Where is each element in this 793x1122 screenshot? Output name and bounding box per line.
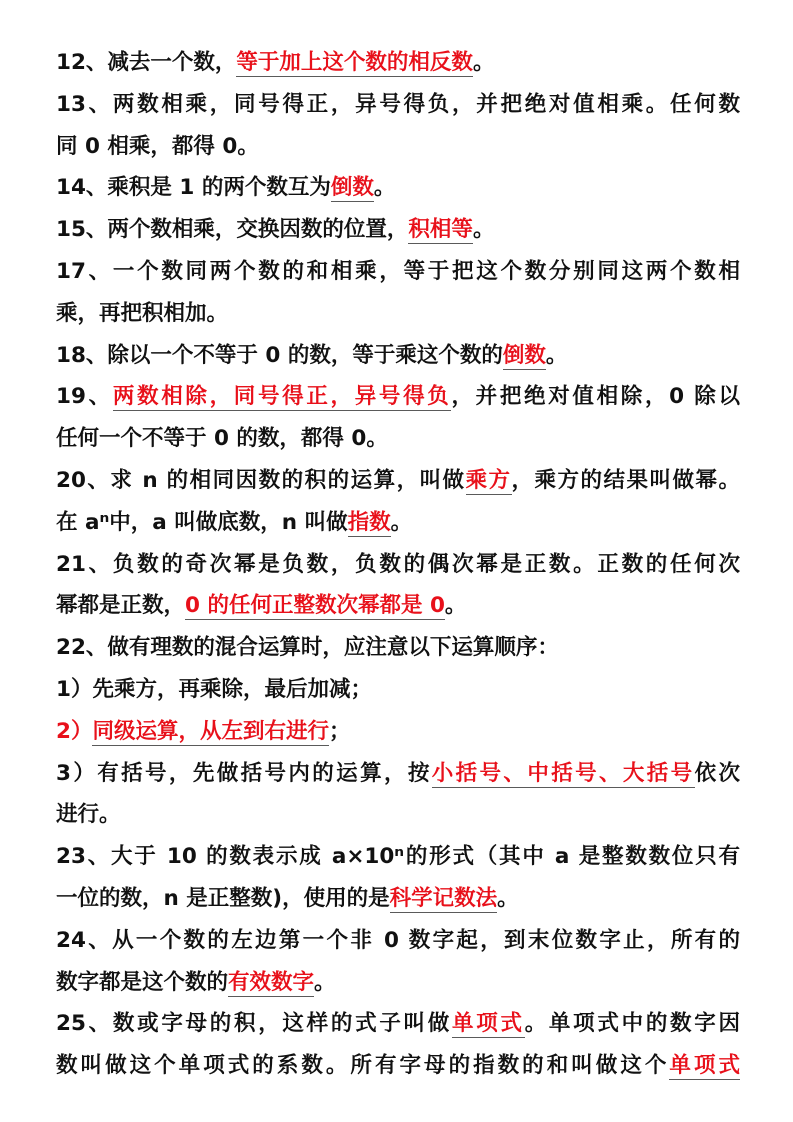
text-line <box>56 878 740 920</box>
text-line <box>56 1003 740 1045</box>
text-line <box>56 418 740 460</box>
text-segment: 18、除以一个不等于 0 的数，等于乘这个数的 <box>56 342 503 368</box>
text-segment: 在 aⁿ中，a 叫做底数，n 叫做 <box>56 509 348 535</box>
text-line <box>56 126 740 168</box>
text-segment: 数字都是这个数的 <box>56 969 229 995</box>
text-segment: 1）先乘方，再乘除，最后加减； <box>56 676 372 702</box>
text-segment: 。 <box>390 509 413 535</box>
text-line <box>56 42 740 84</box>
highlighted-term: 同级运算，从左到右进行 <box>92 718 329 744</box>
text-segment: 22、做有理数的混合运算时，应注意以下运算顺序： <box>56 635 559 661</box>
highlighted-term: 科学记数法 <box>389 885 498 911</box>
text-line <box>56 627 740 669</box>
text-line <box>56 669 740 711</box>
text-line <box>56 920 740 962</box>
text-segment: 25、数或字母的积，这样的式子叫做 <box>56 1011 453 1037</box>
text-segment: 乘，再把积相加。 <box>56 300 229 326</box>
text-segment: 进行。 <box>56 802 121 828</box>
highlighted-term: 有效数字 <box>228 969 315 995</box>
red-text: 2） <box>56 718 93 744</box>
text-segment: 13、两数相乘，同号得正，异号得负，并把绝对值相乘。任何数 <box>56 91 740 117</box>
text-segment: 任何一个不等于 0 的数，都得 0。 <box>56 426 388 452</box>
text-segment: 。 <box>497 885 519 911</box>
text-line <box>56 585 740 627</box>
text-line <box>56 293 740 335</box>
text-segment: 19、 <box>56 384 113 410</box>
text-line <box>56 502 740 544</box>
text-segment: 24、从一个数的左边第一个非 0 数字起，到末位数字止，所有的 <box>56 927 740 953</box>
text-segment: ，乘方的结果叫做幂。 <box>511 467 740 493</box>
text-line <box>56 544 740 586</box>
text-line <box>56 460 740 502</box>
text-line <box>56 335 740 377</box>
text-segment: 。单项式中的数字因 <box>524 1011 740 1037</box>
highlighted-term: 倒数 <box>502 342 546 368</box>
text-segment: 。 <box>314 969 336 995</box>
text-segment: 。 <box>444 593 467 619</box>
text-segment: 。 <box>472 217 495 243</box>
highlighted-term: 小括号、中括号、大括号 <box>431 760 695 786</box>
text-line <box>56 376 740 418</box>
text-segment: 同 0 相乘，都得 0。 <box>56 133 259 159</box>
text-line <box>56 1045 740 1087</box>
text-segment: 21、负数的奇次幂是负数，负数的偶次幂是正数。正数的任何次 <box>56 551 740 577</box>
text-segment: 20、求 n 的相同因数的积的运算，叫做 <box>56 467 466 493</box>
highlighted-term: 单项式 <box>452 1011 525 1037</box>
text-segment: 23、大于 10 的数表示成 a×10ⁿ的形式（其中 a 是整数数位只有 <box>56 844 740 870</box>
highlighted-term: 积相等 <box>408 217 473 243</box>
text-segment: ； <box>328 718 351 744</box>
highlighted-term: 0 的任何正整数次幂都是 0 <box>185 593 445 619</box>
text-line <box>56 167 740 209</box>
highlighted-term: 指数 <box>347 509 391 535</box>
text-line <box>56 251 740 293</box>
text-segment: 。 <box>373 175 396 201</box>
text-line <box>56 836 740 878</box>
text-line <box>56 209 740 251</box>
highlighted-term: 乘方 <box>465 467 512 493</box>
highlighted-term: 两数相除，同号得正，异号得负 <box>112 384 452 410</box>
text-line <box>56 794 740 836</box>
text-segment: 。 <box>545 342 568 368</box>
text-segment: 12、减去一个数， <box>56 50 237 75</box>
text-segment: 一位的数，n 是正整数)，使用的是 <box>56 885 390 911</box>
text-segment: 。 <box>472 50 495 75</box>
text-segment: 幂都是正数， <box>56 593 186 619</box>
text-segment: 3）有括号，先做括号内的运算，按 <box>56 760 432 786</box>
text-line <box>56 84 740 126</box>
text-segment: ，并把绝对值相除，0 除以 <box>451 384 740 410</box>
text-segment: 17、一个数同两个数的和相乘，等于把这个数分别同这两个数相 <box>56 258 740 284</box>
text-line <box>56 962 740 1004</box>
document-page <box>56 42 740 1087</box>
text-segment: 依次 <box>694 760 740 786</box>
highlighted-term: 单项式 <box>669 1053 740 1079</box>
text-segment: 15、两个数相乘，交换因数的位置， <box>56 217 409 243</box>
text-segment: 14、乘积是 1 的两个数互为 <box>56 175 331 201</box>
text-line <box>56 753 740 795</box>
highlighted-term: 等于加上这个数的相反数 <box>236 50 473 75</box>
text-segment: 数叫做这个单项式的系数。所有字母的指数的和叫做这个 <box>56 1053 670 1079</box>
highlighted-term: 倒数 <box>330 175 374 201</box>
text-line <box>56 711 740 753</box>
